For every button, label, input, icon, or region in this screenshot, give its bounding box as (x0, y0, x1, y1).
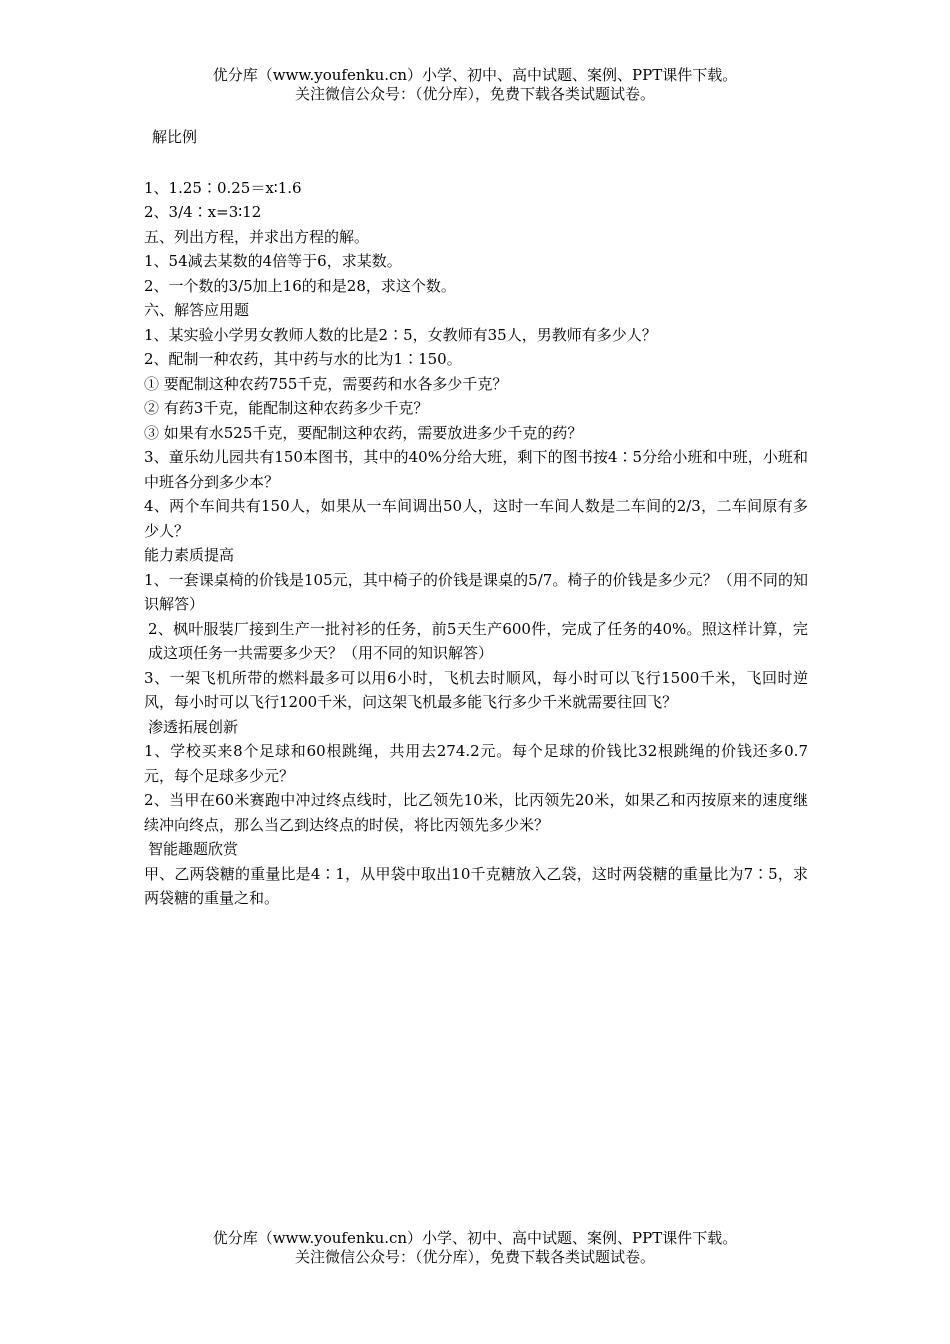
footer-line-1: 优分库（www.youfenku.cn）小学、初中、高中试题、案例、PPT课件下载。 (212, 1229, 738, 1247)
text-line: 2、配制一种农药，其中药与水的比为1∶150。 (144, 350, 462, 368)
text-line: 4、两个车间共有150人，如果从一车间调出50人，这时一车间人数是二车间的2/3，二车间原有多少人？ (144, 497, 808, 540)
document-body (144, 125, 808, 911)
footer-line-2: 关注微信公众号：（优分库），免费下载各类试题试卷。 (294, 1248, 655, 1266)
page-header (0, 66, 950, 104)
text-line: 1、某实验小学男女教师人数的比是2∶5，女教师有35人，男教师有多少人？ (144, 325, 657, 344)
section-heading: 智能趣题欣赏 (148, 840, 239, 858)
text-line: ③ 如果有水525千克，要配制这种农药，需要放进多少千克的药？ (144, 423, 583, 442)
section-heading: 六、解答应用题 (144, 301, 250, 319)
text-line: 1、学校买来8个足球和60根跳绳，共用去274.2元。每个足球的价钱比32根跳绳的价钱还多0.7元，每个足球多少元？ (144, 742, 808, 785)
text-line: 甲、乙两袋糖的重量比是4∶1，从甲袋中取出10千克糖放入乙袋，这时两袋糖的重量比为7∶5，求两袋糖的重量之和。 (144, 864, 808, 907)
text-line: 3、一架飞机所带的燃料最多可以用6小时，飞机去时顺风，每小时可以飞行1500千米，飞回时逆风，每小时可以飞行1200千米，问这架飞机最多能飞行多少千米就需要往回飞？ (144, 668, 808, 711)
section-heading: 能力素质提高 (144, 546, 235, 564)
text-line: 2、枫叶服装厂接到生产一批衬衫的任务，前5天生产600件，完成了任务的40%。照这样计算，完成这项任务一共需要多少天？（用不同的知识解答） (148, 619, 808, 662)
text-line: ② 有药3千克，能配制这种农药多少千克？ (144, 399, 429, 417)
section-heading: 渗透拓展创新 (148, 717, 239, 736)
text-line: 1、一套课桌椅的价钱是105元，其中椅子的价钱是课桌的5/7。椅子的价钱是多少元？（用不同的知识解答） (144, 570, 808, 613)
text-line: 2、3/4∶x=3∶12 (144, 203, 262, 221)
text-line: 3、童乐幼儿园共有150本图书，其中的40%分给大班，剩下的图书按4∶5分给小班和中班，小班和中班各分到多少本？ (144, 448, 808, 491)
text-line: 1、1.25∶0.25＝x∶1.6 (144, 178, 302, 197)
header-line-1: 优分库（www.youfenku.cn）小学、初中、高中试题、案例、PPT课件下载。 (212, 66, 738, 84)
section-title: 解比例 (152, 128, 198, 146)
header-line-2: 关注微信公众号：（优分库），免费下载各类试题试卷。 (294, 85, 655, 103)
text-line: 1、54减去某数的4倍等于6，求某数。 (144, 252, 402, 270)
text-line: 2、一个数的3/5加上16的和是28，求这个数。 (144, 276, 456, 295)
text-line: 2、当甲在60米赛跑中冲过终点线时，比乙领先10米，比丙领先20米，如果乙和丙按原来的速度继续冲向终点，那么当乙到达终点的时侯，将比丙领先多少米？ (144, 791, 808, 834)
text-line: ① 要配制这种农药755千克，需要药和水各多少千克？ (144, 374, 508, 393)
page-footer (0, 1229, 950, 1267)
section-heading: 五、列出方程，并求出方程的解。 (144, 227, 370, 246)
